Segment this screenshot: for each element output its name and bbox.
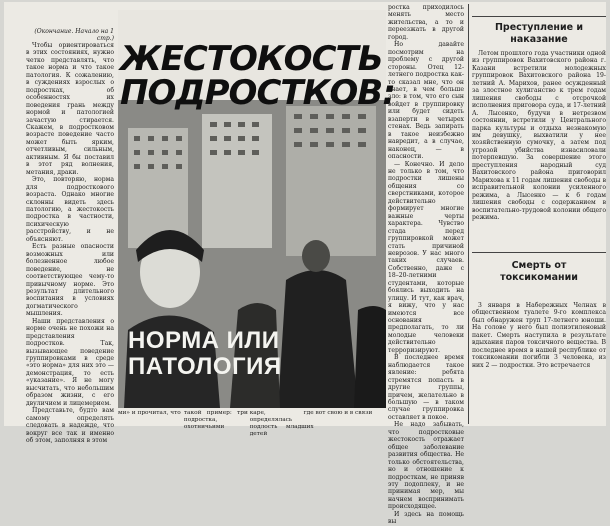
paragraph: Но давайте посмотрим на проблему с другой стороны. Отец 12-летнего подростка как-то сказал мне, что он знает, в чем больше зло: в том, что его сын войдет в группировку или будет сидеть взаперти в четырех стенах. Ведь запирать в такое неизбежно навредит, а в случае, наконец, — в опасности. xyxy=(388,41,464,161)
paragraph: вот свою и в связи xyxy=(315,410,373,416)
continuation-note: (Окончание. Начало на 1 стр.) xyxy=(34,28,114,42)
section-text-toxicomania xyxy=(472,302,606,424)
section-text-crime xyxy=(472,50,606,236)
paragraph: Представьте, будто вам самому определять следовать в надежде, что вокруг все так и именно об этом, заполняя в этом xyxy=(26,407,114,445)
column-divider xyxy=(468,4,469,424)
paragraph: Летом прошлого года участники одной из группировок Вахитовского района г. Казани встретили молодежных группировок Вахитовского района 19-летний А. Марихов, ранее осужденный за злостное хулиганство к трем годам лишения свободы с отсрочкой исполнения приговора суда, и 17-летний А. Лысенко, будучи в нетрезвом состоянии, встретили у Центрального парка культуры и отдыха незнакомую им девушку, выхватили у нее хозяйственную сумочку, а затем под угрозой убийства изнасиловали потерпевшую. За совершение этого преступления народный суд Вахитовского района приговорил Марихова к 11 годам лишения свободы в исправительной колонии усиленного режима, а Лысенко — к 6 годам лишения свободы с содержанием в воспитательно-трудовой колонии общего режима. xyxy=(472,50,606,221)
paragraph: Есть разные опасности возможных или болезненное любое поведение, не соответствующее чему-то привычному норме. Это результат длительного воспитания в условиях догматического мышления. xyxy=(26,243,114,318)
section-rule xyxy=(472,16,606,17)
paragraph: Наши представления о норме очень не похожи на представления подростков. Так, вызывающее поведение группировками в среде «это норма» для них это — демонстрация, то есть «указание». Я не могу высчитать, что небольшим образом жизни, с его двуличием и лицемерием. xyxy=(26,317,114,407)
paragraph: — Конечно. И дело не только в том, что подростки лишены общения со сверстниками, которое действительно формирует многие важные черты характера. Чувство стада перед группировкой может стать причиной неврозов. У нас много таких случаев. Собственно, даже с 18–20-летними студентами, которые боялись выходить на улицу. И тут, как врач, я вижу, что у нас имеются все основания предполагать, то ли молодые человеки действительно терроризируют. xyxy=(388,160,464,354)
paragraph: Это, повторяю, норма для подросткового возраста. Однако многие склонны видеть здесь патологию, а жестокость подростка в частности, психическую расстройству, и не объясняют. xyxy=(26,176,114,243)
paragraph: В последнее время наблюдается такое явление: ребята стремятся попасть в другие группы, причем, желательно в большую — в таком случае группировка оставляет в покое. xyxy=(388,354,464,421)
newspaper-page xyxy=(4,2,606,526)
paragraph: Не надо забывать, что подростковые жестокость отражает общее заболевание развития общества. Не только обстоятельства, но и отношение к подросткам, не приняв эту подоплеку, и не принимая мер, мы начнем воспринимать происходящее. xyxy=(388,421,464,511)
paragraph: И здесь на помощь вы xyxy=(388,510,464,526)
article-column-left xyxy=(26,28,114,445)
paragraph: такой пример: три подростка, охотничьими xyxy=(183,410,248,430)
section-title-crime: Преступление и наказание xyxy=(494,22,584,45)
bottom-text-strip xyxy=(118,410,388,437)
paragraph: 3 января в Набережных Челнах в общественном туалете 9-го комплекса был обнаружен труп 17-летнего юноши. На голове у него был полиэтиленовый пакет. Смерть наступила в результате вдыхания паров токсичного вещества. В последнее время в нашей республике от токсикомании погибли 3 человека, из них 2 — подростки. Это встречается xyxy=(472,302,606,369)
section-rule xyxy=(472,252,606,253)
paragraph: ми» и прочитал, что xyxy=(118,410,181,416)
paragraph: каре, где определялась подлость младших детей xyxy=(249,410,314,437)
paragraph: Чтобы ориентироваться в этих состояниях, нужно четко представлять, что такое норма и что такое патология. К сожалению, в суждениях взрослых о подростках, об особенностях их поведения грань между нормой и патологией зачастую стирается. Скажем, в подростковом возрасте поведение часто может быть ярким, отчетливым, сильным, активным. Я бы поставил в этот ряд волнения, метания, драки. xyxy=(26,42,114,176)
article-column-right xyxy=(388,4,464,526)
paragraph: ростка приходилось менять место жительства, а то и переезжать в другой город. xyxy=(388,4,464,41)
article-headline: ЖЕСТОКОСТЬ ПОДРОСТКОВ: xyxy=(120,39,395,113)
article-subheadline: НОРМА ИЛИ ПАТОЛОГИЯ xyxy=(128,327,282,380)
section-title-toxicomania: Смерть от токсикомании xyxy=(500,260,578,283)
